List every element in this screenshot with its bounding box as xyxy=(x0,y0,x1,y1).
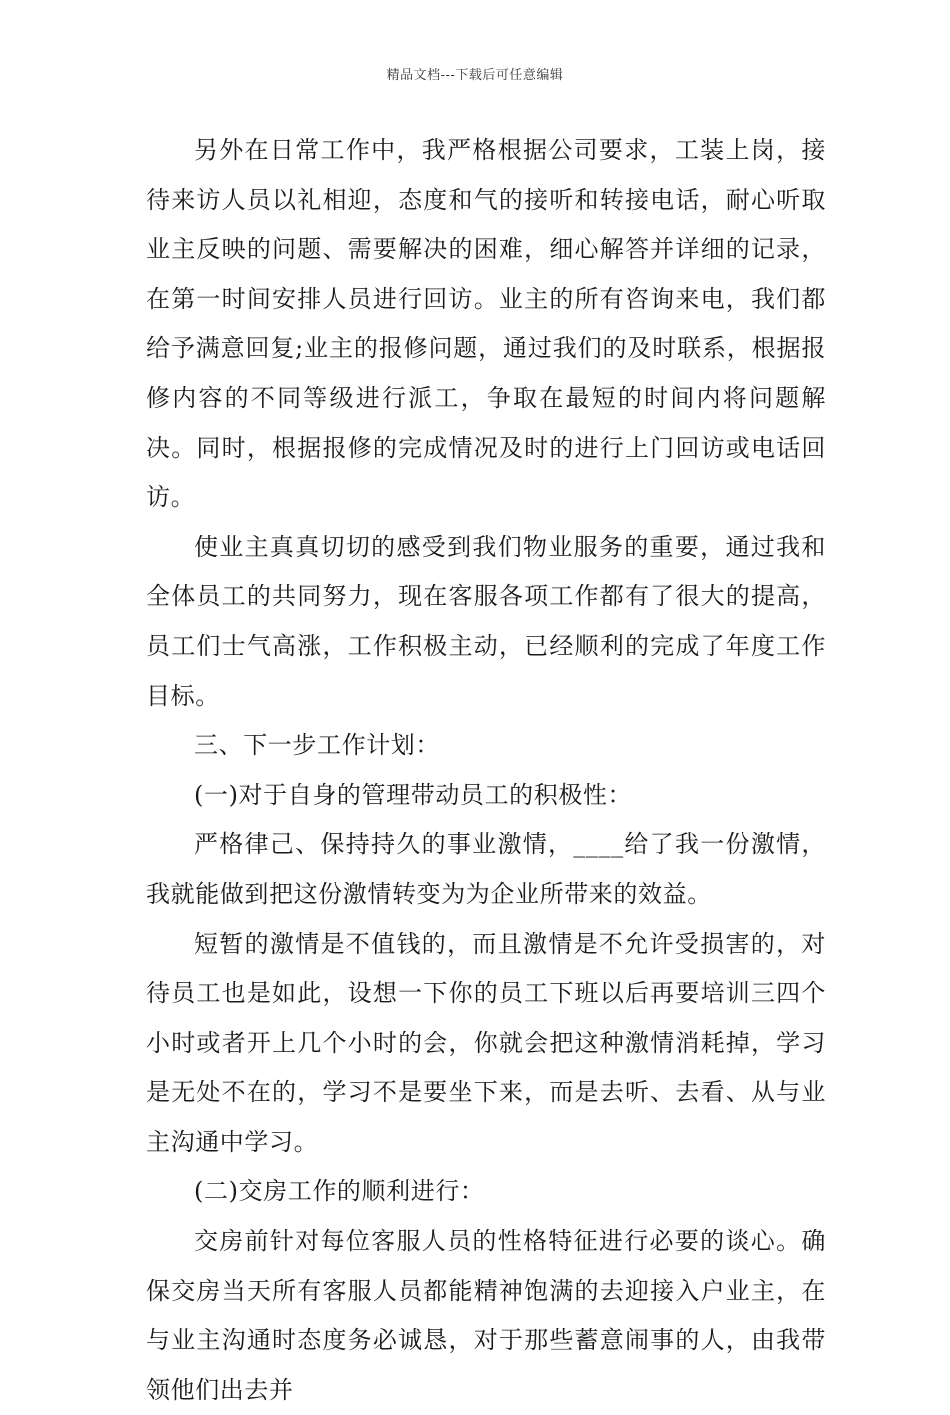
page-header: 精品文档---下载后可任意编辑 xyxy=(386,68,564,83)
paragraph: 使业主真真切切的感受到我们物业服务的重要，通过我和全体员工的共同努力，现在客服各项工作都有了很大的提高，员工们士气高涨，工作积极主动，已经顺利的完成了年度工作目标。 xyxy=(146,532,826,710)
section-heading: 三、下一步工作计划： xyxy=(194,731,440,760)
subsection-heading: (二)交房工作的顺利进行： xyxy=(194,1177,485,1206)
paragraph: 交房前针对每位客服人员的性格特征进行必要的谈心。确保交房当天所有客服人员都能精神饱满的去迎接入户业主，在与业主沟通时态度务必诚恳，对于那些蓄意闹事的人，由我带领他们出去并 xyxy=(146,1227,826,1404)
paragraph: 短暂的激情是不值钱的，而且激情是不允许受损害的，对待员工也是如此，设想一下你的员工下班以后再要培训三四个小时或者开上几个小时的会，你就会把这种激情消耗掉，学习是无处不在的，学习不是要坐下来，而是去听、去看、从与业主沟通中学习。 xyxy=(146,929,826,1156)
subsection-heading: (一)对于自身的管理带动员工的积极性： xyxy=(194,780,633,809)
paragraph: 另外在日常工作中，我严格根据公司要求，工装上岗，接待来访人员以礼相迎，态度和气的接听和转接电话，耐心听取业主反映的问题、需要解决的困难，细心解答并详细的记录，在第一时间安排人员进行回访。业主的所有咨询来电，我们都给予满意回复;业主的报修问题，通过我们的及时联系，根据报修内容的不同等级进行派工，争取在最短的时间内将问题解决。同时，根据报修的完成情况及时的进行上门回访或电话回访。 xyxy=(146,136,826,512)
paragraph: 严格律己、保持持久的事业激情，____给了我一份激情，我就能做到把这份激情转变为为企业所带来的效益。 xyxy=(146,830,826,908)
document-body xyxy=(146,126,826,1415)
